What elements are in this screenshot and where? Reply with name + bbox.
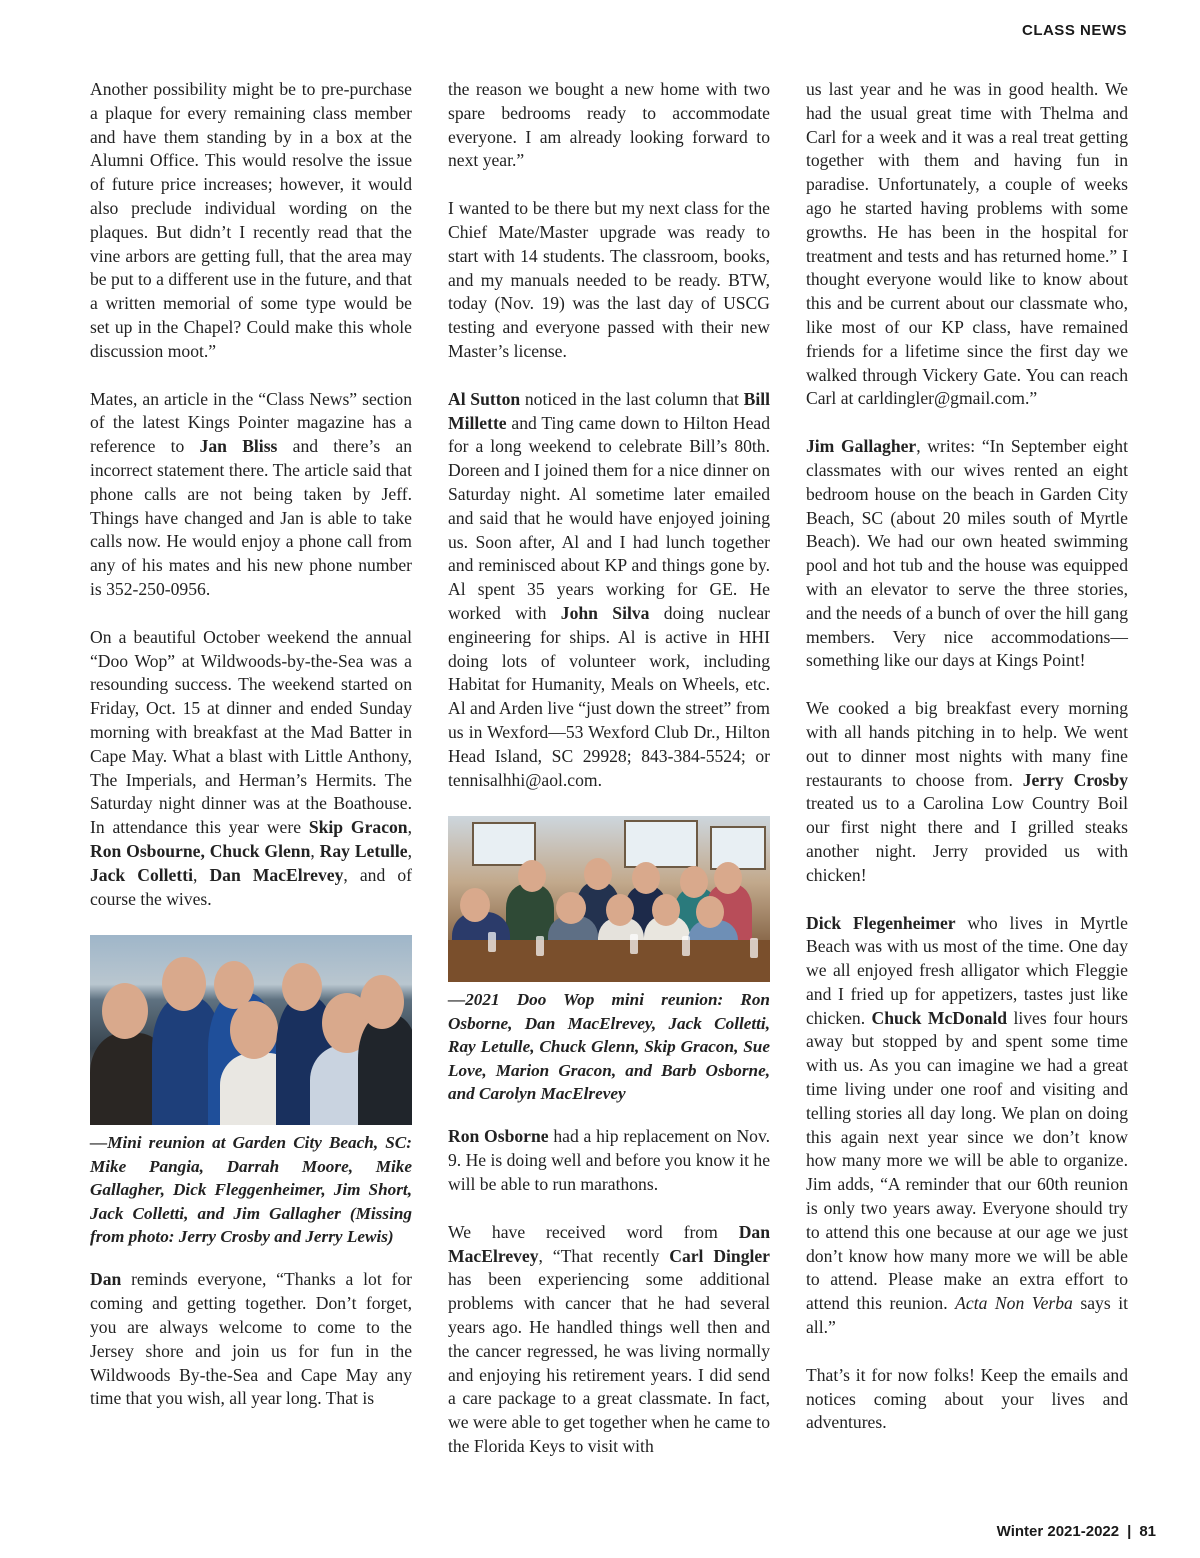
photo-caption: —2021 Doo Wop mini reunion: Ron Osborne, Dan MacElrevey, Jack Colletti, Ray Letulle, Chuck Glenn, Skip Gracon, Sue Love, Marion Gracon, and Barb Osborne, and Carolyn MacElrevey xyxy=(448,990,770,1103)
person-name: Ray Letulle xyxy=(319,840,408,861)
paragraph: We cooked a big breakfast every morning with all hands pitching in to help. We went out to dinner most nights with many fine restaurants to choose from. Jerry Crosby treated us to a Carolina Low Country Boil our first night there and I grilled steaks another night. Jerry provided us with chicken! xyxy=(806,698,1128,885)
paragraph: Mates, an article in the “Class News” section of the latest Kings Pointer magazine has a reference to Jan Bliss and there’s an incorrect statement there. The article said that phone calls are not being taken by Jeff. Things have changed and Jan is able to take calls now. He would enjoy a phone call from any of his mates and his new phone number is 352-250-0956. xyxy=(90,388,413,599)
section-label: CLASS NEWS xyxy=(1021,22,1127,39)
issue-label: Winter 2021-2022 xyxy=(996,1523,1120,1540)
person-name: Al Sutton xyxy=(448,388,521,409)
paragraph: Dick Flegenheimer who lives in Myrtle Beach was with us most of the time. One day we all enjoyed fresh alligator which Fleggie and I fried up for appetizers, tastes just like chicken. Chuck McDonald lives four hours away but stopped by and spent some time with us. As you can imagine we had a great time living under one roof and visiting and telling stories all day long. We plan on doing this again next year since we don’t know how many more we will be able to organize. Jim adds, “A reminder that our 60th reunion is only two years away. Everyone should try to attend this one because at our age we just don’t know how many more we will be able to attend. Please make an extra effort to attend this reunion. Acta Non Verba says it all.” xyxy=(806,912,1128,1338)
column-2 xyxy=(448,78,770,1459)
paragraph: Jim Gallagher, writes: “In September eight classmates with our wives rented an eight bedroom house on the beach in Garden City Beach, SC (about 20 miles south of Myrtle Beach). We had our own heated swimming pool and hot tub and the house was equipped with an elevator to serve the three stories, and the needs of a bunch of over the hill gang members. Very nice accommodations—something like our days at Kings Point! xyxy=(806,436,1128,671)
person-name: Dan MacElrevey xyxy=(448,1221,770,1266)
paragraph: the reason we bought a new home with two spare bedrooms ready to accommodate everyone. I am already looking forward to next year.” xyxy=(448,79,770,171)
photo-caption: —Mini reunion at Garden City Beach, SC: Mike Pangia, Darrah Moore, Mike Gallagher, Dick Fleggenheimer, Jim Short, Jack Colletti, and Jim Gallagher (Missing from photo: Jerry Crosby and Jerry Lewis) xyxy=(90,1133,412,1246)
person-name: Ron Osbourne, Chuck Glenn xyxy=(90,840,311,861)
paragraph: On a beautiful October weekend the annual “Doo Wop” at Wildwoods-by-the-Sea was a resounding success. The weekend started on Friday, Oct. 15 at dinner and ended Sunday morning with breakfast at the Mad Batter in Cape May. What a blast with Little Anthony, The Imperials, and Herman’s Hermits. The Saturday night dinner was at the Boathouse. In attendance this year were Skip Gracon, Ron Osbourne, Chuck Glenn, Ray Letulle, Jack Colletti, Dan MacElrevey, and of course the wives. xyxy=(90,626,412,909)
footer-separator: | xyxy=(1127,1523,1132,1540)
paragraph: I wanted to be there but my next class for the Chief Mate/Master upgrade was ready to start with 14 students. The classroom, books, and my manuals needed to be ready. BTW, today (Nov. 19) was the last day of USCG testing and everyone passed with their new Master’s license. xyxy=(448,198,770,361)
paragraph: Dan reminds everyone, “Thanks a lot for coming and getting together. Don’t forget, you are always welcome to come to the Jersey shore and join us for fun in the Wildwoods By-the-Sea and Cape May any time that you wish, all year long. That is xyxy=(90,1269,412,1409)
motto: Acta Non Verba xyxy=(955,1293,1073,1314)
paragraph: Another possibility might be to pre-purchase a plaque for every remaining class member and have them standing by in a box at the Alumni Office. This would resolve the issue of future price increases; however, it would also preclude individual wording on the plaques. But didn’t I recently read that the vine arbors are getting full, that the area may be put to a different use in the future, and that a written memorial of some type would be set up in the Chapel? Could make this whole discussion moot.” xyxy=(90,79,412,361)
paragraph: We have received word from Dan MacElrevey, “That recently Carl Dingler has been experiencing some additional problems with cancer that he had several years ago. He handled things well then and the cancer regressed, he was living normally and enjoying his retirement years. I did send a care package to a great classmate. In fact, we were able to get together when he came to the Florida Keys to visit with xyxy=(448,1221,770,1456)
paragraph: That’s it for now folks! Keep the emails and notices coming about your lives and adventures. xyxy=(806,1364,1128,1433)
person-name: Chuck McDonald xyxy=(871,1007,1008,1028)
person-name: Skip Gracon xyxy=(308,817,408,838)
paragraph: Ron Osborne had a hip replacement on Nov. 9. He is doing well and before you know it he will be able to run marathons. xyxy=(448,1126,770,1194)
person-name: Jerry Crosby xyxy=(1022,769,1128,790)
person-name: Jim Gallagher xyxy=(806,436,917,457)
person-name: Jack Colletti xyxy=(90,864,193,885)
paragraph: us last year and he was in good health. We had the usual great time with Thelma and Carl for a week and it was a real treat getting together with them and having fun in paradise. Unfortunately, a couple of weeks ago he started having problems with some growths. He has been in the hospital for treatment and tests and has returned home.” I thought everyone would like to know about this and be current about our classmate who, like most of our KP class, have remained friends for a lifetime since the first day we walked through Vickery Gate. You can reach Carl at carldingler@gmail.com.” xyxy=(806,79,1128,409)
column-3 xyxy=(806,78,1128,1435)
photo-doo-wop-reunion xyxy=(448,816,770,982)
photo-garden-city-beach xyxy=(90,935,412,1125)
page-number: 81 xyxy=(1139,1523,1156,1540)
page-footer xyxy=(997,1523,1156,1540)
paragraph: Al Sutton noticed in the last column that Bill Millette and Ting came down to Hilton Head for a long weekend to celebrate Bill’s 80th. Doreen and I joined them for a nice dinner on Saturday night. Al sometime later emailed and said that he would have enjoyed joining us. Soon after, Al and I had lunch together and reminisced about KP and things gone by. Al spent 35 years working for GE. He worked with John Silva doing nuclear engineering for ships. Al is active in HHI doing lots of volunteer work, including Habitat for Humanity, Meals on Wheels, etc. Al and Arden live “just down the street” from us in Wexford—53 Wexford Club Dr., Hilton Head Island, SC 29928; 843-384-5524; or tennisalhhi@aol.com. xyxy=(448,388,771,790)
person-name: Bill Millette xyxy=(448,388,770,433)
person-name: Dan xyxy=(90,1269,122,1290)
person-name: Jan Bliss xyxy=(199,436,278,457)
person-name: Dick Flegenheimer xyxy=(806,912,956,933)
person-name: Carl Dingler xyxy=(669,1245,770,1266)
person-name: Dan MacElrevey xyxy=(209,864,344,885)
column-1 xyxy=(90,78,412,1411)
person-name: John Silva xyxy=(560,602,650,623)
person-name: Ron Osborne xyxy=(448,1126,549,1147)
